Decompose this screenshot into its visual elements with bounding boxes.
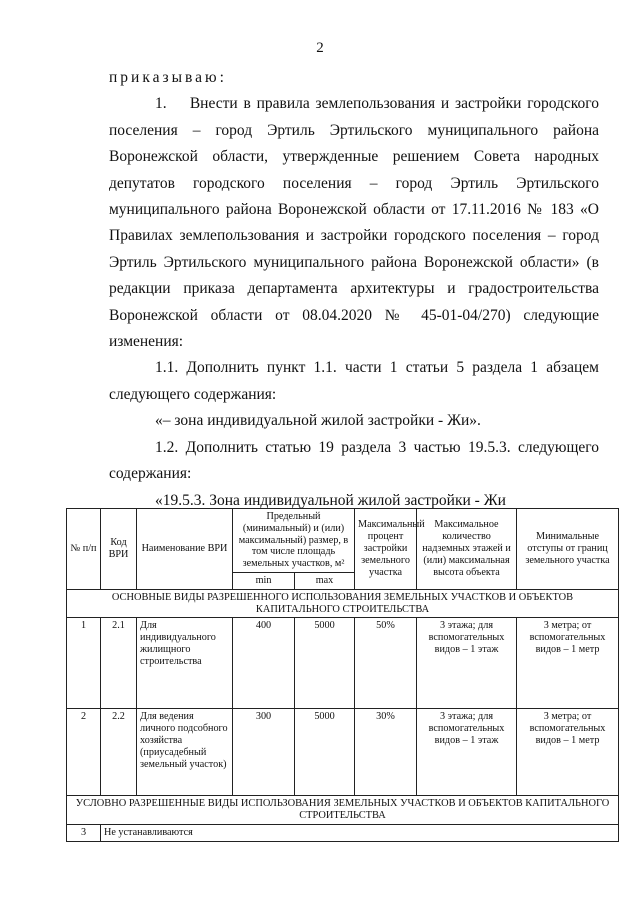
cell-percent: 30% xyxy=(355,709,417,796)
header-area: Предельный (минимальный) и (или) максимальный) размер, в том числе площадь земельных участков, м² xyxy=(233,509,355,573)
cell-code: 2.1 xyxy=(101,618,137,709)
cell-min: 400 xyxy=(233,618,295,709)
paragraph-1-1: 1.1. Дополнить пункт 1.1. части 1 статьи 5 раздела 1 абзацем следующего содержания: xyxy=(109,359,599,403)
cell-setback: 3 метра; от вспомогательных видов – 1 метр xyxy=(517,709,619,796)
header-min: min xyxy=(233,572,295,589)
section-main-title: ОСНОВНЫЕ ВИДЫ РАЗРЕШЕННОГО ИСПОЛЬЗОВАНИЯ ЗЕМЕЛЬНЫХ УЧАСТКОВ И ОБЪЕКТОВ КАПИТАЛЬНОГО СТРОИТЕЛЬСТВА xyxy=(67,589,619,618)
header-setback: Минимальные отступы от границ земельного участка xyxy=(517,509,619,590)
header-num: № п/п xyxy=(67,509,101,590)
section-conditional-title: УСЛОВНО РАЗРЕШЕННЫЕ ВИДЫ ИСПОЛЬЗОВАНИЯ ЗЕМЕЛЬНЫХ УЧАСТКОВ И ОБЪЕКТОВ КАПИТАЛЬНОГО СТРОИТЕЛЬСТВА xyxy=(67,796,619,825)
cell-num: 3 xyxy=(67,824,101,841)
zoning-table xyxy=(66,508,619,842)
paragraph-1-2-quote: «19.5.3. Зона индивидуальной жилой застройки - Жи xyxy=(155,491,506,509)
table-header-row xyxy=(67,509,619,573)
cell-min: 300 xyxy=(233,709,295,796)
document-body xyxy=(109,65,599,514)
page-number: 2 xyxy=(316,40,324,56)
paragraph-1-2: 1.2. Дополнить статью 19 раздела 3 частью 19.5.3. следующего содержания: xyxy=(109,438,599,483)
table-row xyxy=(67,709,619,796)
cell-percent: 50% xyxy=(355,618,417,709)
paragraph-1: 1. Внести в правила землепользования и застройки городского поселения – город Эртиль Эртильского муниципального района Воронежской области, утвержденные решением Совета народных депутатов городского поселения – город Эртиль Эртильского муниципального района Воронежской области от 17.11.2016 № 183 «О Правилах землепользования и застройки городского поселения – город Эртиль Эртильского муниципального района Воронежской области» (в редакции приказа департамента архитектуры и градостроительства Воронежской области от 08.04.2020 № 45-01-04/270) следующие изменения: xyxy=(109,95,599,351)
cell-num: 1 xyxy=(67,618,101,709)
table-row xyxy=(67,618,619,709)
header-code: Код ВРИ xyxy=(101,509,137,590)
header-floors: Максимальное количество надземных этажей и (или) максимальная высота объекта xyxy=(417,509,517,590)
cell-setback: 3 метра; от вспомогательных видов – 1 метр xyxy=(517,618,619,709)
section-row-conditional xyxy=(67,796,619,825)
header-max: max xyxy=(295,572,355,589)
cell-code: 2.2 xyxy=(101,709,137,796)
header-percent: Максимальный процент застройки земельного участка xyxy=(355,509,417,590)
cell-name: Для ведения личного подсобного хозяйства (приусадебный земельный участок) xyxy=(137,709,233,796)
cell-floors: 3 этажа; для вспомогательных видов – 1 этаж xyxy=(417,618,517,709)
paragraph-1-1-quote: «– зона индивидуальной жилой застройки - Жи». xyxy=(155,412,481,430)
cell-name: Для индивидуального жилищного строительства xyxy=(137,618,233,709)
cell-max: 5000 xyxy=(295,618,355,709)
order-word: приказываю: xyxy=(109,69,227,86)
section-row-main xyxy=(67,589,619,618)
cell-not-set: Не устанавливаются xyxy=(101,824,619,841)
cell-floors: 3 этажа; для вспомогательных видов – 1 этаж xyxy=(417,709,517,796)
header-name: Наименование ВРИ xyxy=(137,509,233,590)
table-row xyxy=(67,824,619,841)
cell-max: 5000 xyxy=(295,709,355,796)
cell-num: 2 xyxy=(67,709,101,796)
